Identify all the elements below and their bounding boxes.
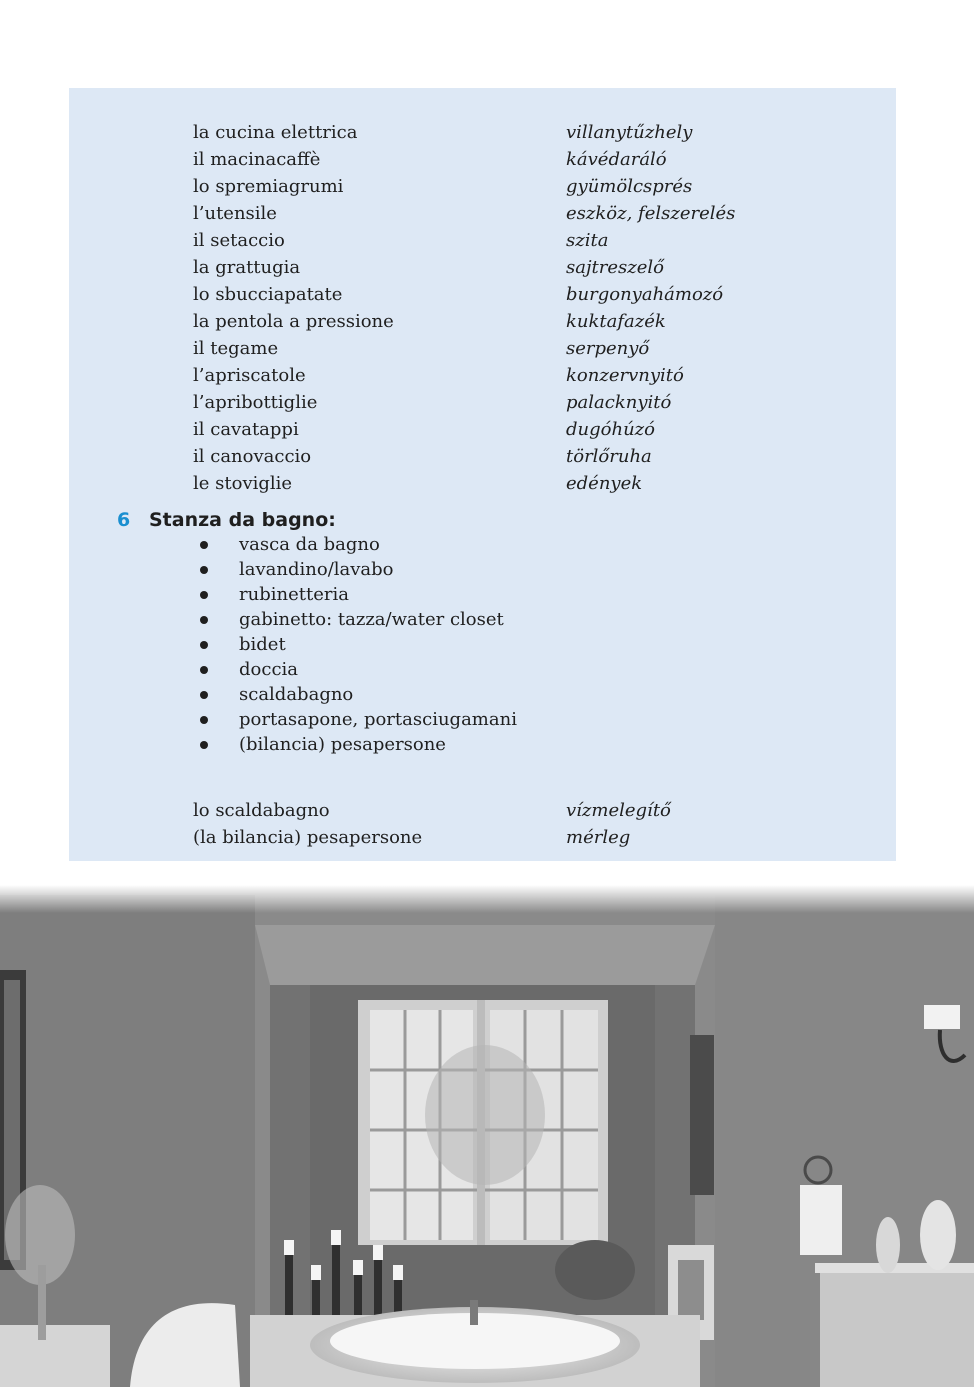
vocab-row	[69, 281, 896, 308]
list-item-text: lavandino/lavabo	[239, 559, 394, 580]
italian-term: il macinacaffè	[193, 149, 321, 170]
bullet-icon	[200, 641, 208, 649]
italian-term: il canovaccio	[193, 446, 312, 467]
list-item-text: (bilancia) pesapersone	[239, 734, 446, 755]
bullet-icon	[200, 566, 208, 574]
list-item-text: gabinetto: tazza/water closet	[239, 609, 504, 630]
italian-term: lo scaldabagno	[193, 800, 330, 821]
italian-term: il cavatappi	[193, 419, 299, 440]
hungarian-term: szita	[566, 230, 609, 251]
vocab-row	[69, 797, 896, 824]
italian-term: le stoviglie	[193, 473, 293, 494]
vocab-row	[69, 362, 896, 389]
hungarian-term: kávédaráló	[566, 149, 667, 170]
vocab-row	[69, 389, 896, 416]
list-item	[69, 557, 896, 582]
list-item	[69, 682, 896, 707]
list-item	[69, 732, 896, 757]
italian-term: (la bilancia) pesapersone	[193, 827, 423, 848]
list-item	[69, 532, 896, 557]
hungarian-term: burgonyahámozó	[566, 284, 724, 305]
hungarian-term: serpenyő	[566, 338, 650, 359]
italian-term: la pentola a pressione	[193, 311, 394, 332]
list-item	[69, 707, 896, 732]
list-item	[69, 607, 896, 632]
italian-term: il setaccio	[193, 230, 285, 251]
hungarian-term: eszköz, felszerelés	[566, 203, 736, 224]
vocab-row	[69, 470, 896, 497]
hungarian-term: dugóhúzó	[566, 419, 655, 440]
bathroom-photo	[0, 885, 974, 1387]
vocab-row	[69, 443, 896, 470]
vocab-row	[69, 227, 896, 254]
hungarian-term: vízmelegítő	[566, 800, 671, 821]
vocab-row	[69, 146, 896, 173]
vocab-row	[69, 173, 896, 200]
bullet-icon	[200, 591, 208, 599]
list-item-text: scaldabagno	[239, 684, 354, 705]
italian-term: lo sbucciapatate	[193, 284, 343, 305]
vocab-row	[69, 416, 896, 443]
vocab-row	[69, 308, 896, 335]
italian-term: la cucina elettrica	[193, 122, 358, 143]
list-item	[69, 582, 896, 607]
list-item-text: rubinetteria	[239, 584, 349, 605]
section-number: 6	[117, 509, 131, 531]
vocab-row	[69, 200, 896, 227]
bullet-icon	[200, 716, 208, 724]
italian-term: l’apriscatole	[193, 365, 306, 386]
italian-term: l’apribottiglie	[193, 392, 318, 413]
hungarian-term: gyümölcsprés	[566, 176, 693, 197]
vocab-row	[69, 254, 896, 281]
hungarian-term: kuktafazék	[566, 311, 666, 332]
hungarian-term: törlőruha	[566, 446, 652, 467]
bullet-icon	[200, 666, 208, 674]
vocab-row	[69, 335, 896, 362]
bullet-icon	[200, 541, 208, 549]
bullet-icon	[200, 741, 208, 749]
italian-term: la grattugia	[193, 257, 301, 278]
list-item	[69, 632, 896, 657]
hungarian-term: edények	[566, 473, 643, 494]
italian-term: il tegame	[193, 338, 279, 359]
italian-term: l’utensile	[193, 203, 277, 224]
hungarian-term: konzervnyitó	[566, 365, 684, 386]
list-item-text: doccia	[239, 659, 299, 680]
hungarian-term: palacknyitó	[566, 392, 672, 413]
hungarian-term: sajtreszelő	[566, 257, 665, 278]
list-item-text: portasapone, portasciugamani	[239, 709, 517, 730]
list-item-text: bidet	[239, 634, 286, 655]
bullet-icon	[200, 616, 208, 624]
vocab-row	[69, 119, 896, 146]
hungarian-term: mérleg	[566, 827, 631, 848]
vocabulary-panel	[69, 88, 896, 861]
section-title: Stanza da bagno:	[149, 509, 336, 531]
vocab-row	[69, 824, 896, 851]
list-item	[69, 657, 896, 682]
hungarian-term: villanytűzhely	[566, 122, 693, 143]
bullet-icon	[200, 691, 208, 699]
list-item-text: vasca da bagno	[239, 534, 380, 555]
italian-term: lo spremiagrumi	[193, 176, 344, 197]
